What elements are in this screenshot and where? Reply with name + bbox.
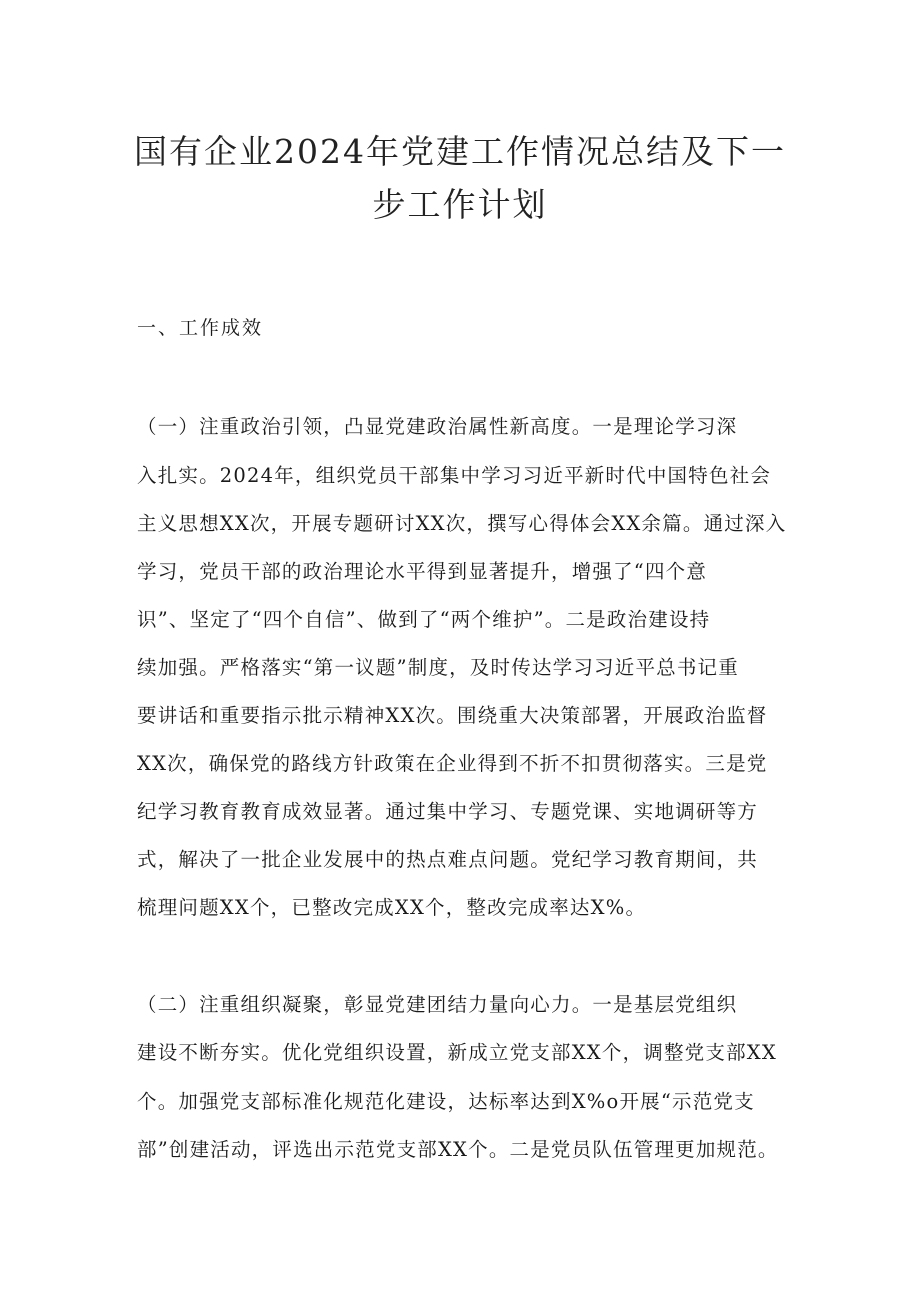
document-title-line-1: 国有企业2024年党建工作情况总结及下一 — [134, 132, 786, 171]
paragraph-2-line: （二）注重组织凝聚，彰显党建团结力量向心力。一是基层党组织 — [137, 993, 738, 1016]
document-title-line-2: 步工作计划 — [372, 185, 548, 224]
paragraph-2-line: 建设不断夯实。优化党组织设置，新成立党支部XX个，调整党支部XX — [137, 1041, 777, 1064]
paragraph-1-line: XX次，确保党的路线方针政策在企业得到不折不扣贯彻落实。三是党 — [137, 752, 768, 775]
paragraph-1-line: 主义思想XX次，开展专题研讨XX次，撰写心得体会XX余篇。通过深入 — [137, 512, 787, 535]
paragraph-1-line: 梳理问题XX个，已整改完成XX个，整改完成率达X%。 — [137, 896, 647, 919]
paragraph-1-line: 续加强。严格落实“第一议题”制度，及时传达学习习近平总书记重 — [137, 656, 739, 679]
paragraph-2-line: 部”创建活动，评选出示范党支部XX个。二是党员队伍管理更加规范。 — [137, 1138, 779, 1161]
section-heading-work-results: 一、工作成效 — [137, 317, 264, 339]
paragraph-1-line: 学习，党员干部的政治理论水平得到显著提升，增强了“四个意 — [137, 560, 708, 583]
paragraph-1-line: 识”、坚定了“四个自信”、做到了“两个维护”。二是政治建设持 — [137, 608, 711, 631]
paragraph-2-line: 个。加强党支部标准化规范化建设，达标率达到X%o开展“示范党支 — [137, 1090, 755, 1113]
paragraph-1-line: （一）注重政治引领，凸显党建政治属性新高度。一是理论学习深 — [137, 415, 738, 438]
paragraph-1-line: 入扎实。2024年，组织党员干部集中学习习近平新时代中国特色社会 — [137, 464, 772, 487]
paragraph-1-line: 式，解决了一批企业发展中的热点难点问题。党纪学习教育期间，共 — [137, 848, 759, 871]
paragraph-1-line: 要讲话和重要指示批示精神XX次。围绕重大决策部署，开展政治监督 — [137, 704, 768, 727]
paragraph-1-line: 纪学习教育教育成效显著。通过集中学习、专题党课、实地调研等方 — [137, 800, 759, 823]
